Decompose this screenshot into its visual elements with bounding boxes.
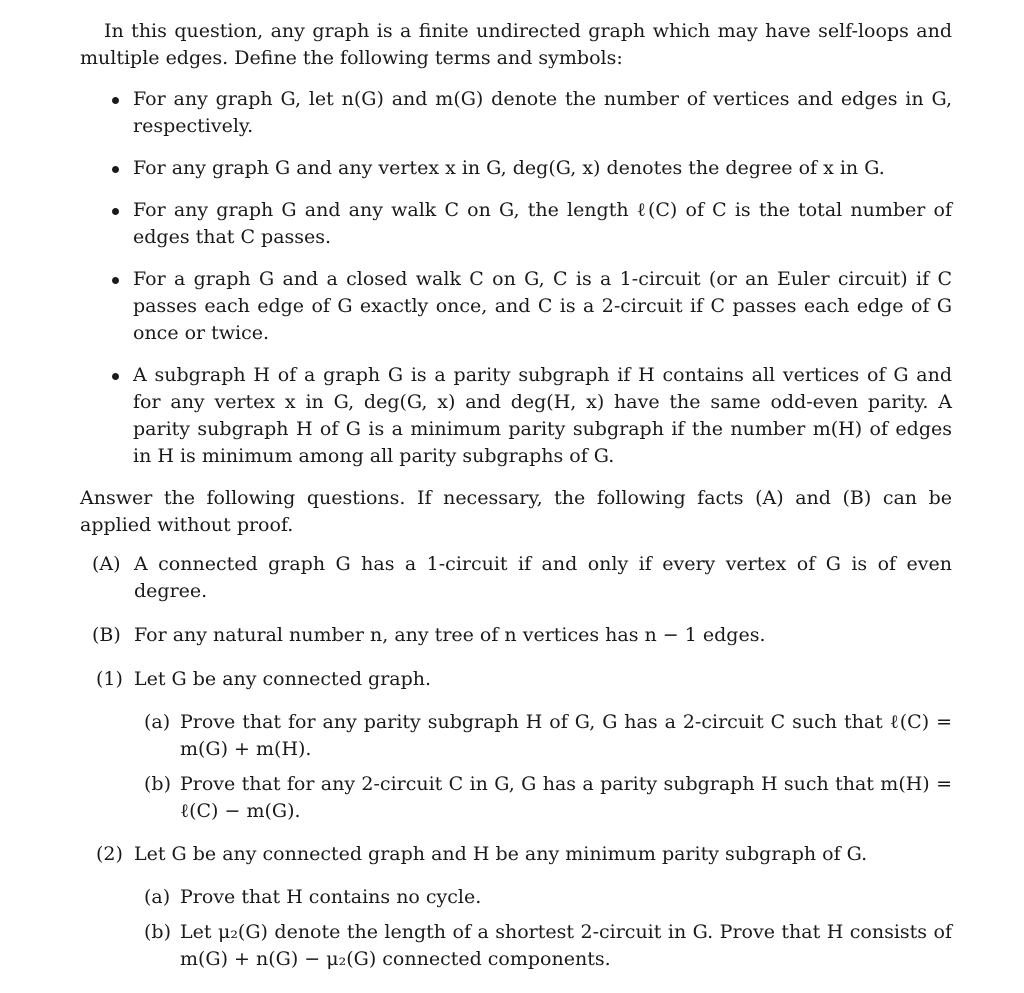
definition-text: For any graph G and any vertex x in G, deg(G, x) denotes the degree of x in G. [133,157,885,179]
problem-statement [80,18,952,981]
definition-item [80,362,952,470]
question-text: Let G be any connected graph and H be any minimum parity subgraph of G. [134,843,868,865]
definition-text: For any graph G and any walk C on G, the length ℓ(C) of C is the total number of edges that C passes. [133,199,952,248]
part-label: (a) [144,886,171,908]
bullet-icon [112,97,119,104]
definition-text: A subgraph H of a graph G is a parity subgraph if H contains all vertices of G and for any vertex x in G, deg(G, x) and deg(H, x) have the same odd-even parity. A parity subgraph H of G is a minimum parity subgraph if the number m(H) of edges in H is minimum among all parity subgraphs of G. [133,364,952,467]
bullet-icon [112,166,119,173]
definition-item [80,197,952,251]
definition-text: For any graph G, let n(G) and m(G) denote the number of vertices and edges in G, respectively. [133,88,952,137]
question-part [80,771,952,825]
fact-text: For any natural number n, any tree of n vertices has n − 1 edges. [134,624,766,646]
question-text: Let G be any connected graph. [134,668,432,690]
question-part [80,884,952,911]
definition-text: For a graph G and a closed walk C on G, C is a 1-circuit (or an Euler circuit) if C passes each edge of G exactly once, and C is a 2-circuit if C passes each edge of G once or twice. [133,268,952,344]
question-part [80,709,952,763]
fact-item [80,551,952,605]
part-label: (a) [144,711,171,733]
part-label: (b) [144,773,171,795]
bullet-icon [112,277,119,284]
fact-label: (A) [92,553,121,575]
definition-item [80,266,952,347]
part-text: Let μ₂(G) denote the length of a shortest 2-circuit in G. Prove that H consists of m(G) + n(G) − μ₂(G) connected components. [180,921,952,970]
bullet-icon [112,373,119,380]
instructions-paragraph: Answer the following questions. If necessary, the following facts (A) and (B) can be applied without proof. [80,487,952,536]
part-label: (b) [144,921,171,943]
fact-label: (B) [92,624,121,646]
question-1 [80,666,952,693]
part-text: Prove that H contains no cycle. [180,886,482,908]
definition-item [80,86,952,140]
part-text: Prove that for any 2-circuit C in G, G has a parity subgraph H such that m(H) = ℓ(C) − m(G). [180,773,952,822]
question-2 [80,841,952,868]
facts-list [80,551,952,649]
question-2-parts [80,884,952,973]
intro-paragraph: In this question, any graph is a finite undirected graph which may have self-loops and multiple edges. Define the following terms and symbols: [80,20,952,69]
bullet-icon [112,208,119,215]
definition-item [80,155,952,182]
fact-item [80,622,952,649]
fact-text: A connected graph G has a 1-circuit if and only if every vertex of G is of even degree. [134,553,952,602]
question-label: (1) [96,668,123,690]
question-1-parts [80,709,952,825]
question-label: (2) [96,843,123,865]
definitions-list [80,86,952,470]
question-part [80,919,952,973]
part-text: Prove that for any parity subgraph H of G, G has a 2-circuit C such that ℓ(C) = m(G) + m(H). [180,711,952,760]
